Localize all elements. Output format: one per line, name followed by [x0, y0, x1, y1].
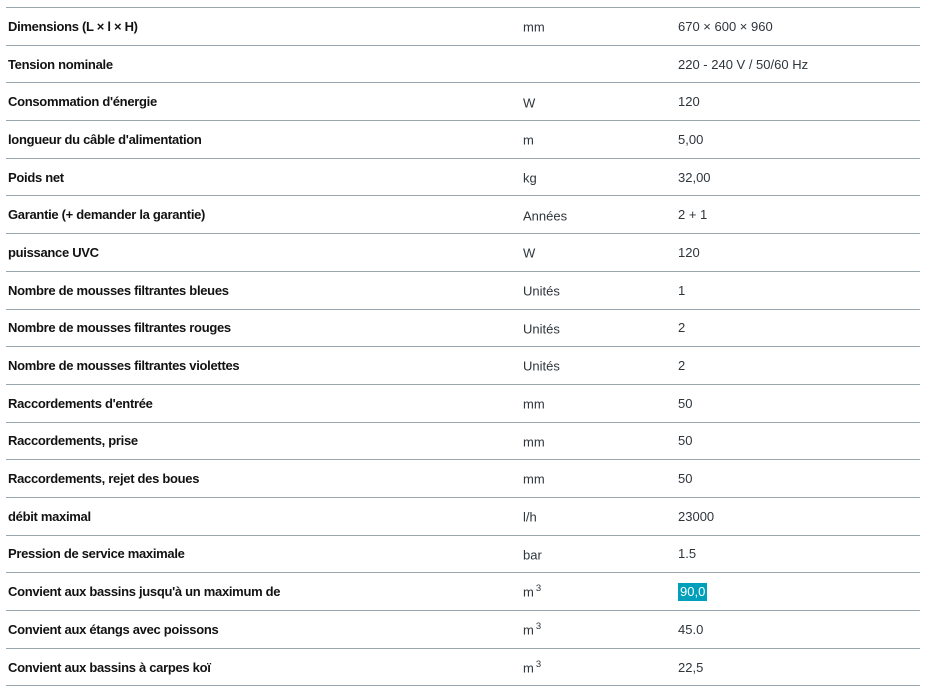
- spec-value-text: 50: [678, 395, 693, 411]
- table-row: [6, 385, 920, 423]
- table-row: [6, 536, 920, 574]
- spec-unit-text: m: [523, 584, 534, 600]
- spec-table: [6, 7, 920, 686]
- spec-value: [678, 358, 920, 373]
- spec-unit: [523, 508, 678, 524]
- spec-unit: [523, 546, 678, 562]
- spec-value: [678, 170, 920, 185]
- spec-value-text: 22,5: [678, 659, 704, 675]
- spec-value-text: 220 - 240 V / 50/60 Hz: [678, 56, 809, 72]
- spec-label: Poids net: [8, 169, 64, 185]
- spec-unit-text: mm: [523, 396, 545, 412]
- spec-unit: [523, 131, 678, 147]
- spec-unit-text: mm: [523, 434, 545, 450]
- spec-label: Tension nominale: [8, 56, 113, 72]
- spec-value: [678, 471, 920, 486]
- spec-unit: [523, 169, 678, 185]
- spec-unit-text: Unités: [523, 358, 560, 374]
- table-row: [6, 8, 920, 46]
- spec-value: [678, 207, 920, 222]
- spec-value-text: 5,00: [678, 131, 704, 147]
- spec-value-text: 2 + 1: [678, 207, 708, 223]
- spec-unit: [523, 18, 678, 34]
- spec-unit-text: mm: [523, 19, 545, 35]
- spec-unit: [523, 395, 678, 411]
- table-row: [6, 196, 920, 234]
- table-row: [6, 159, 920, 197]
- table-row: [6, 649, 920, 687]
- spec-unit-text: kg: [523, 170, 537, 186]
- spec-label: Consommation d'énergie: [8, 94, 157, 110]
- spec-value: [678, 622, 920, 637]
- spec-unit-text: Unités: [523, 321, 560, 336]
- spec-label: Dimensions (L × l × H): [8, 18, 138, 34]
- spec-label: Pression de service maximale: [8, 546, 185, 562]
- spec-label: Garantie (+ demander la garantie): [8, 207, 206, 223]
- spec-label: longueur du câble d'alimentation: [8, 131, 202, 147]
- spec-unit-text: bar: [523, 547, 542, 563]
- spec-value-text: 1: [678, 282, 686, 298]
- spec-label: débit maximal: [8, 508, 91, 524]
- spec-unit-text: Années: [523, 207, 568, 223]
- spec-value: [678, 546, 920, 561]
- spec-unit-text: mm: [523, 471, 545, 487]
- spec-unit-text: W: [523, 245, 536, 261]
- spec-unit: [523, 56, 678, 72]
- spec-unit: [523, 357, 678, 373]
- spec-unit: [523, 621, 678, 637]
- spec-value-text: 50: [678, 433, 693, 449]
- table-row: [6, 46, 920, 84]
- spec-value: [678, 509, 920, 524]
- spec-value-text: 45.0: [678, 621, 704, 637]
- spec-unit-text: m: [523, 132, 534, 148]
- spec-label: puissance UVC: [8, 244, 99, 260]
- spec-value: [678, 660, 920, 675]
- spec-value-text: 50: [678, 471, 693, 487]
- spec-unit-text: m: [523, 660, 534, 676]
- spec-label: Nombre de mousses filtrantes violettes: [8, 358, 240, 374]
- spec-label: Nombre de mousses filtrantes rouges: [8, 320, 231, 336]
- spec-label: Convient aux étangs avec poissons: [8, 621, 219, 637]
- spec-unit-text: m: [523, 622, 534, 638]
- selected-text: 90,0: [680, 584, 706, 600]
- spec-unit: [523, 320, 678, 336]
- spec-value: [678, 132, 920, 147]
- spec-label: Convient aux bassins à carpes koï: [8, 659, 211, 675]
- spec-unit: [523, 244, 678, 260]
- spec-label: Raccordements, rejet des boues: [8, 471, 200, 487]
- spec-value-text: 2: [678, 320, 686, 336]
- table-row: [6, 83, 920, 121]
- spec-value: [678, 94, 920, 109]
- spec-value-text: 23000: [678, 508, 715, 524]
- spec-value-text: 32,00: [678, 169, 711, 185]
- spec-unit: [523, 94, 678, 110]
- spec-unit: [523, 207, 678, 223]
- spec-unit-superscript: 3: [535, 621, 542, 633]
- spec-unit: [523, 470, 678, 486]
- table-row: [6, 272, 920, 310]
- table-row: [6, 460, 920, 498]
- spec-value: [678, 245, 920, 260]
- spec-value-text: 120: [678, 244, 700, 260]
- spec-unit-text: W: [523, 94, 536, 110]
- spec-label: Nombre de mousses filtrantes bleues: [8, 282, 229, 298]
- table-row: [6, 121, 920, 159]
- spec-value: [678, 396, 920, 411]
- spec-unit-text: Unités: [523, 283, 560, 299]
- spec-unit: [523, 583, 678, 599]
- table-row: [6, 234, 920, 272]
- spec-value: [678, 19, 920, 34]
- table-row: [6, 310, 920, 348]
- table-row: [6, 611, 920, 649]
- spec-value-text: 670 × 600 × 960: [678, 18, 773, 34]
- spec-unit-superscript: 3: [535, 658, 542, 670]
- spec-value: [678, 433, 920, 448]
- spec-value-text: 120: [678, 94, 700, 110]
- spec-value: [678, 57, 920, 72]
- table-row: [6, 423, 920, 461]
- spec-value-text: 2: [678, 358, 686, 374]
- spec-value: [678, 584, 920, 599]
- table-row: [6, 347, 920, 385]
- spec-unit: [523, 282, 678, 298]
- table-row: [6, 573, 920, 611]
- spec-label: Raccordements, prise: [8, 433, 138, 449]
- spec-value: [678, 320, 920, 335]
- spec-unit: [523, 659, 678, 675]
- spec-unit-text: l/h: [523, 509, 537, 525]
- spec-value: [678, 283, 920, 298]
- spec-unit: [523, 433, 678, 449]
- spec-value-text: 1.5: [678, 546, 697, 562]
- spec-label: Raccordements d'entrée: [8, 395, 153, 411]
- table-row: [6, 498, 920, 536]
- spec-label: Convient aux bassins jusqu'à un maximum de: [8, 584, 281, 600]
- spec-unit-superscript: 3: [535, 583, 542, 595]
